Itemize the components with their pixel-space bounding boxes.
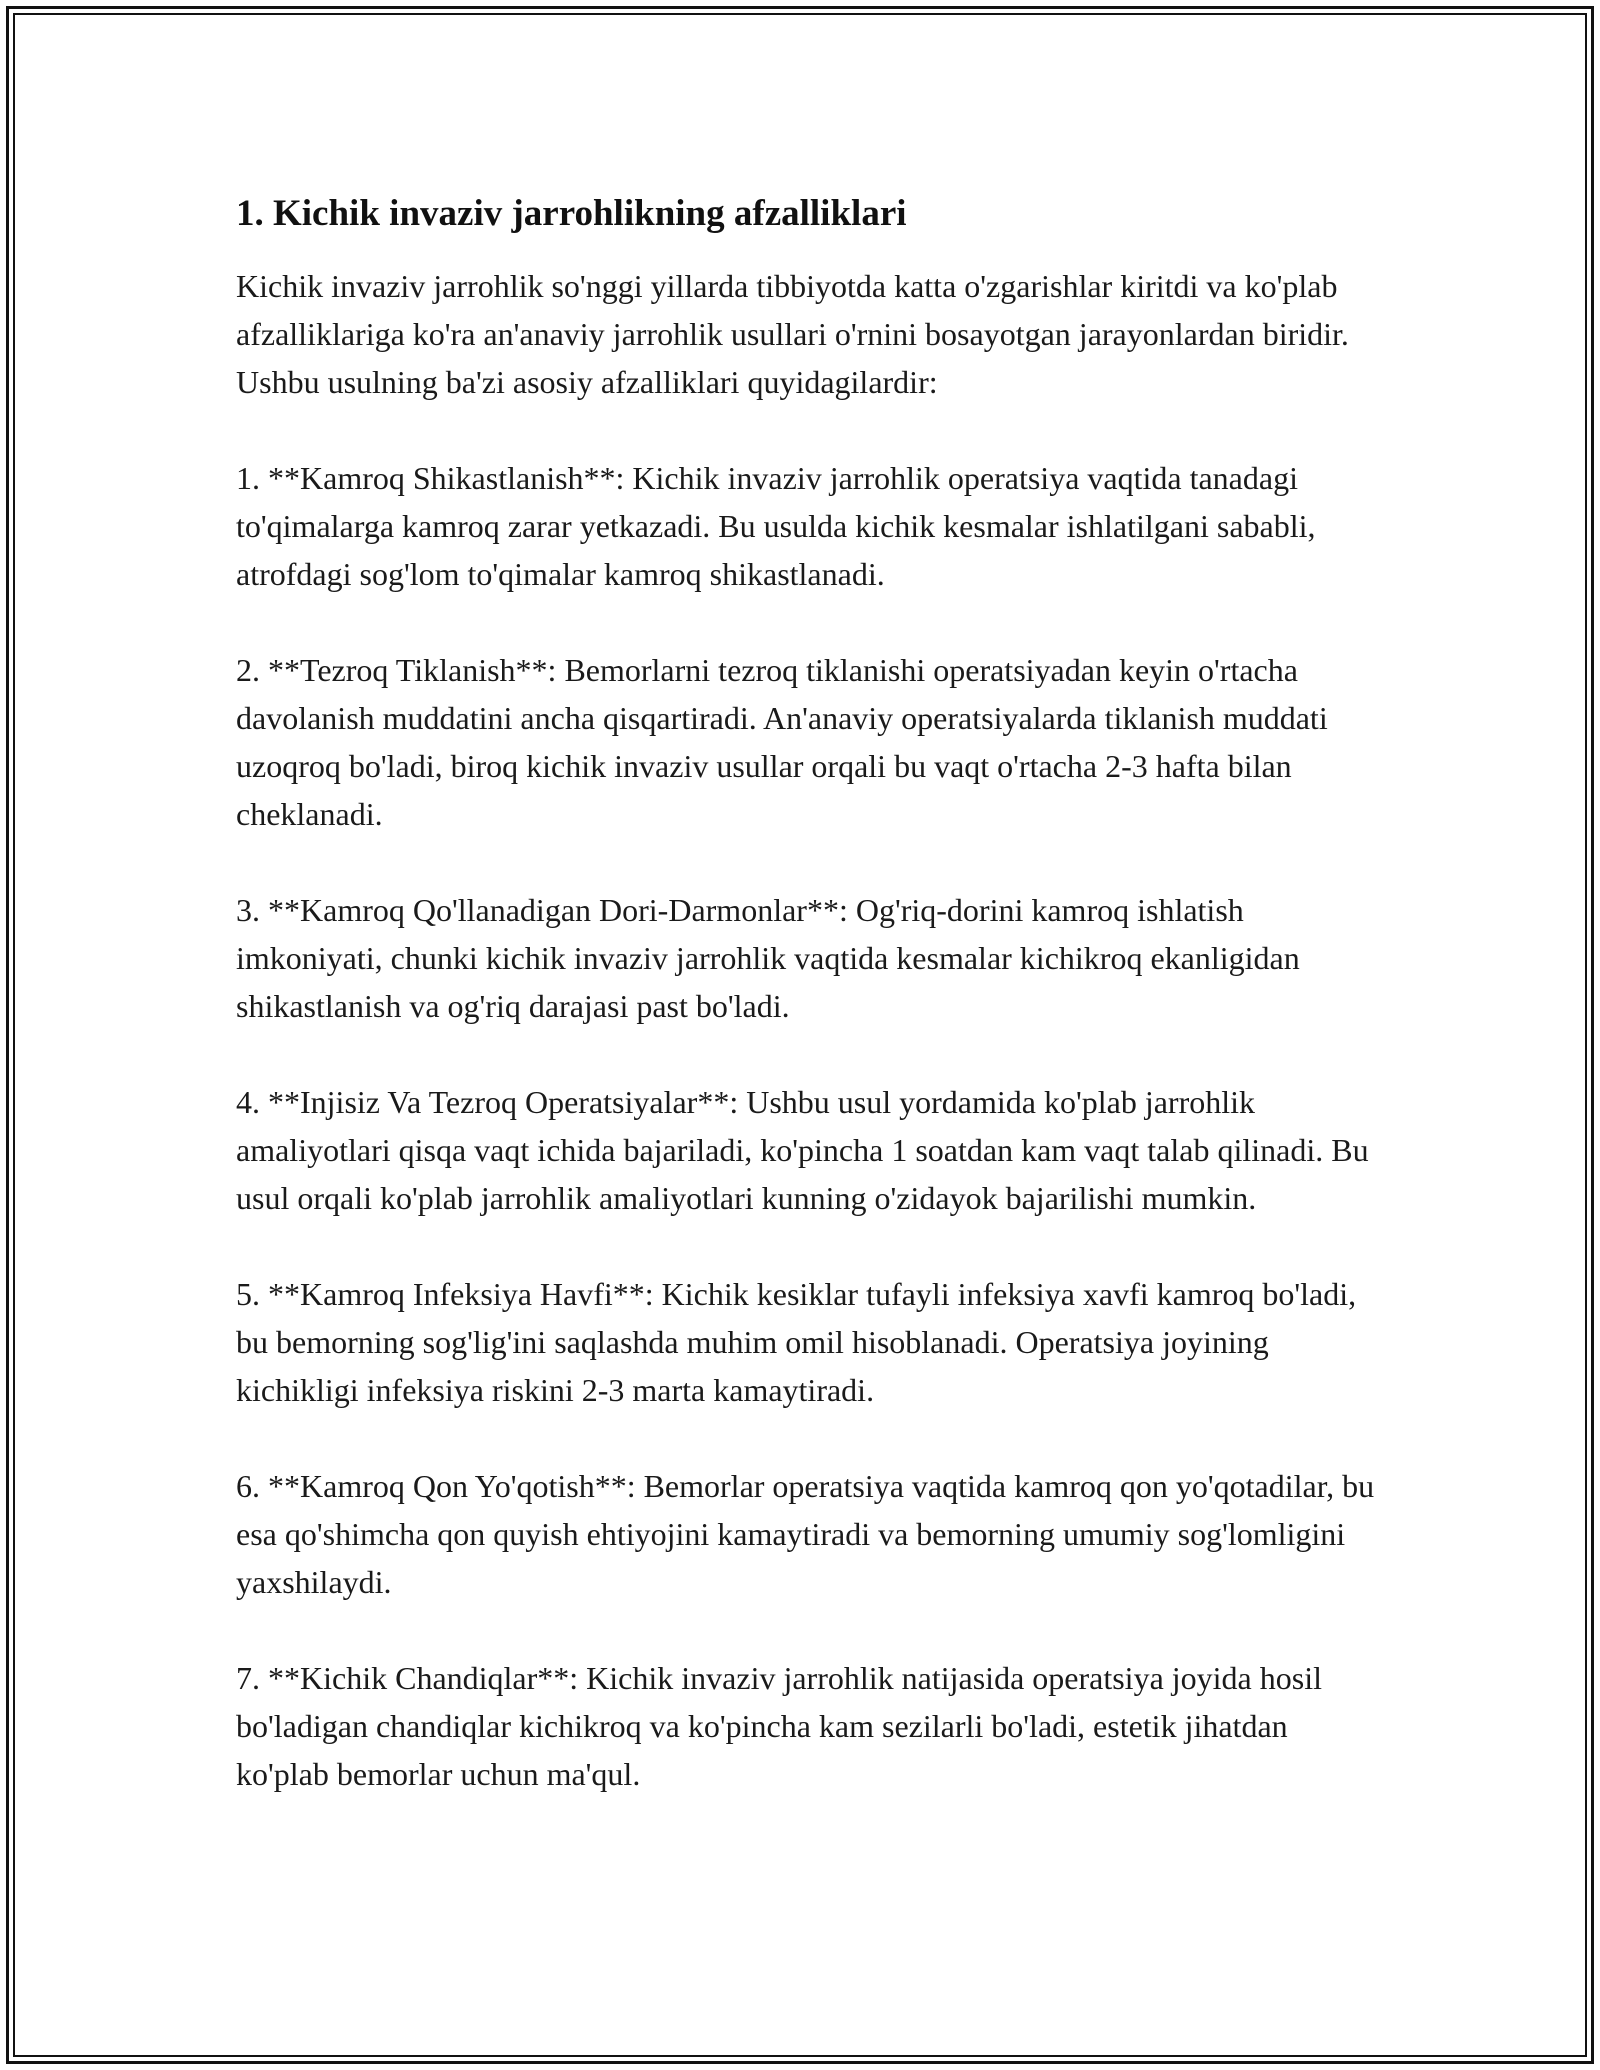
list-item-5: 5. **Kamroq Infeksiya Havfi**: Kichik kesiklar tufayli infeksiya xavfi kamroq bo'ladi, bu bemorning sog'lig'ini saqlashda muhim omil hisoblanadi. Operatsiya joyining kichikligi infeksiya riskini 2-3 marta kamaytiradi.: [236, 1276, 1357, 1408]
list-item-7: 7. **Kichik Chandiqlar**: Kichik invaziv jarrohlik natijasida operatsiya joyida hosil bo'ladigan chandiqlar kichikroq va ko'pincha kam sezilarli bo'ladi, estetik jihatdan ko'plab bemorlar uchun ma'qul.: [236, 1660, 1322, 1792]
section-heading: 1. Kichik invaziv jarrohlikning afzalliklari: [236, 193, 907, 234]
intro-paragraph: Kichik invaziv jarrohlik so'nggi yillarda tibbiyotda katta o'zgarishlar kiritdi va ko'plab afzalliklariga ko'ra an'anaviy jarrohlik usullari o'rnini bosayotgan jarayonlardan biridir. Ushbu usulning ba'zi asosiy afzalliklari quyidagilardir:: [236, 268, 1349, 400]
list-item-4: 4. **Injisiz Va Tezroq Operatsiyalar**: Ushbu usul yordamida ko'plab jarrohlik amaliyotlari qisqa vaqt ichida bajariladi, ko'pincha 1 soatdan kam vaqt talab qilinadi. Bu usul orqali ko'plab jarrohlik amaliyotlari kunning o'zidayok bajarilishi mumkin.: [236, 1084, 1369, 1216]
list-item-3: 3. **Kamroq Qo'llanadigan Dori-Darmonlar**: Og'riq-dorini kamroq ishlatish imkoniyati, chunki kichik invaziv jarrohlik vaqtida kesmalar kichikroq ekanligidan shikastlanish va og'riq darajasi past bo'ladi.: [236, 892, 1300, 1024]
document-body: [236, 190, 1386, 1846]
list-item-1: 1. **Kamroq Shikastlanish**: Kichik invaziv jarrohlik operatsiya vaqtida tanadagi to'qimalarga kamroq zarar yetkazadi. Bu usulda kichik kesmalar ishlatilgani sababli, atrofdagi sog'lom to'qimalar kamroq shikastlanadi.: [236, 460, 1316, 592]
list-item-2: 2. **Tezroq Tiklanish**: Bemorlarni tezroq tiklanishi operatsiyadan keyin o'rtacha davolanish muddatini ancha qisqartiradi. An'anaviy operatsiyalarda tiklanish muddati uzoqroq bo'ladi, biroq kichik invaziv usullar orqali bu vaqt o'rtacha 2-3 hafta bilan cheklanadi.: [236, 652, 1328, 832]
list-item-6: 6. **Kamroq Qon Yo'qotish**: Bemorlar operatsiya vaqtida kamroq qon yo'qotadilar, bu esa qo'shimcha qon quyish ehtiyojini kamaytiradi va bemorning umumiy sog'lomligini yaxshilaydi.: [236, 1468, 1375, 1600]
